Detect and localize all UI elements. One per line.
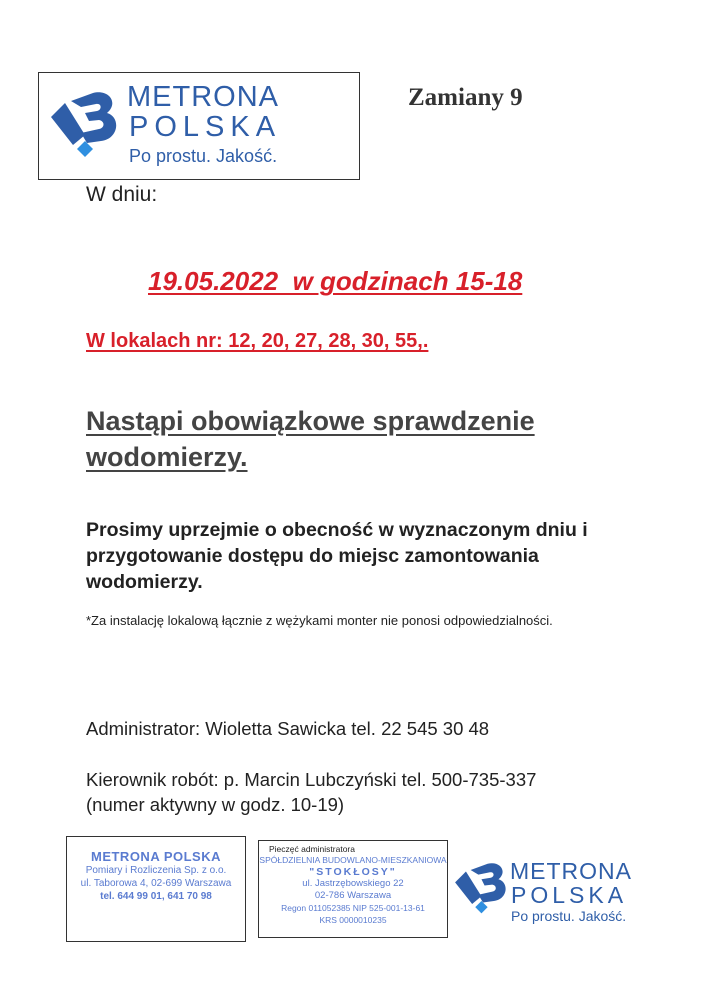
disclaimer-note: *Za instalację lokalową łącznie z wężykami monter nie ponosi odpowiedzialności. — [86, 613, 553, 628]
stamp-admin-line1: SPÓŁDZIELNIA BUDOWLANO-MIESZKANIOWA — [259, 855, 447, 865]
stamp-admin-line5: KRS 0000010235 — [319, 915, 387, 925]
brand-tagline-bottom: Po prostu. Jakość. — [511, 908, 627, 924]
manager-contact — [86, 767, 646, 817]
logo-box-top — [38, 72, 360, 180]
brand-name-bottom-line2: POLSKA — [511, 882, 628, 908]
stamp-admin-line3: 02-786 Warszawa — [314, 890, 392, 901]
headline: Nastąpi obowiązkowe sprawdzenie wodomierzy. — [86, 406, 535, 472]
brand-name-line2: POLSKA — [129, 111, 282, 143]
brand-name-line1: METRONA — [127, 81, 279, 113]
stamp-admin-name: "STOKŁOSY" — [309, 866, 397, 878]
stamp-company-line2: ul. Taborowa 4, 02-699 Warszawa — [80, 878, 232, 889]
administrator-stamp — [258, 840, 448, 938]
stamp-admin-header: Pieczęć administratora — [269, 844, 355, 854]
intro-label: W dniu: — [86, 183, 158, 206]
stamp-admin-line4: Regon 011052385 NIP 525-001-13-61 — [281, 903, 425, 913]
request-text: Prosimy uprzejmie o obecność w wyznaczonym dniu i przygotowanie dostępu do miejsc zamontowania wodomierzy. — [86, 519, 588, 593]
stamp-company-line3: tel. 644 99 01, 641 70 98 — [100, 891, 212, 902]
manager-line: Kierownik robót: p. Marcin Lubczyński tel. 500-735-337 — [86, 769, 537, 790]
date-line: 19.05.2022 w godzinach 15-18 — [148, 266, 523, 296]
stamp-admin-line2: ul. Jastrzębowskiego 22 — [302, 878, 404, 889]
page-title: Zamiany 9 — [408, 84, 523, 111]
stamp-company-line1: Pomiary i Rozliczenia Sp. z o.o. — [85, 865, 227, 876]
manager-hours: (numer aktywny w godz. 10-19) — [86, 794, 345, 815]
administrator-contact: Administrator: Wioletta Sawicka tel. 22 545 30 48 — [86, 718, 490, 739]
brand-tagline: Po prostu. Jakość. — [129, 146, 278, 166]
units-line: W lokalach nr: 12, 20, 27, 28, 30, 55,. — [86, 330, 429, 352]
metrona-logo-bottom-icon — [452, 856, 514, 918]
stamp-company-name: METRONA POLSKA — [90, 849, 222, 864]
brand-name-bottom-line1: METRONA — [510, 858, 632, 884]
metrona-logo-icon — [47, 83, 127, 163]
company-stamp — [66, 836, 246, 942]
